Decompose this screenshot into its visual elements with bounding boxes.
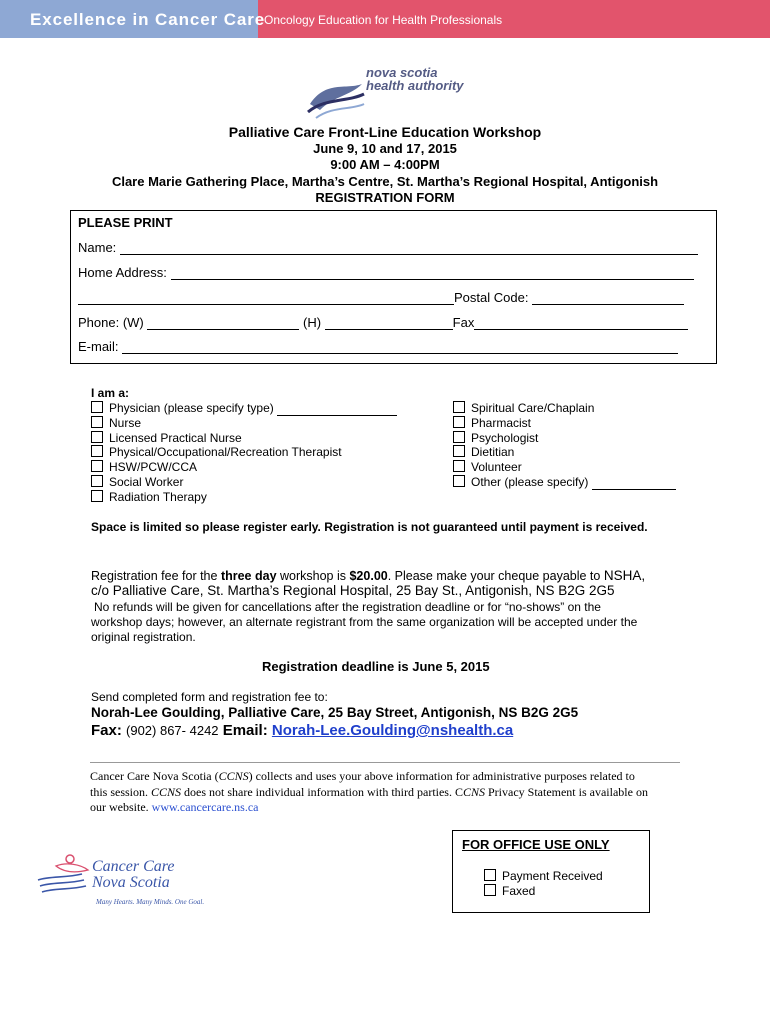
checkbox[interactable] (453, 401, 465, 413)
role-option-label: Pharmacist (471, 415, 532, 430)
ccns-tagline: Many Hearts. Many Minds. One Goal. (96, 898, 205, 906)
section-divider (90, 762, 680, 763)
send-intro: Send completed form and registration fee to: (91, 690, 328, 704)
ccns-logo (36, 852, 236, 912)
role-option-label: Psychologist (471, 430, 539, 445)
fee-amount: $20.00 (349, 569, 388, 583)
checkbox[interactable] (484, 884, 496, 896)
nsha-logo-text (366, 66, 464, 92)
fee-text-3: . Please make your cheque payable to (387, 569, 604, 583)
name-row (78, 240, 698, 255)
workshop-title: Palliative Care Front-Line Education Workshop (228, 124, 542, 140)
fax-field[interactable] (474, 317, 688, 330)
role-option-label: Volunteer (471, 460, 522, 475)
name-label: Name: (78, 240, 117, 255)
privacy-text: does not share individual information with third parties. C (181, 784, 463, 799)
refund-line-1: No refunds will be given for cancellations after the registration deadline or for “no-shows” on the (94, 600, 601, 614)
role-option-label: Licensed Practical Nurse (109, 430, 242, 445)
office-item-label: Faxed (502, 884, 536, 898)
postal-code-label: Postal Code: (454, 290, 529, 305)
phone-h-field[interactable] (325, 317, 453, 330)
send-email-link[interactable]: Norah-Lee.Goulding@nshealth.ca (271, 722, 514, 739)
logo-line-2: health authority (366, 78, 464, 93)
role-option[interactable] (453, 445, 676, 460)
send-recipient: Norah-Lee Goulding, Palliative Care, 25 Bay Street, Antigonish, NS B2G 2G5 (91, 705, 579, 720)
banner-subtitle: Oncology Education for Health Professionals (264, 13, 503, 27)
send-contact-line (91, 722, 513, 739)
workshop-location: Clare Marie Gathering Place, Martha’s Centre, St. Martha’s Regional Hospital, Antigonish (111, 173, 659, 189)
role-option[interactable] (453, 416, 676, 431)
checkbox[interactable] (453, 416, 465, 428)
privacy-text: Cancer Care Nova Scotia ( (90, 769, 219, 783)
office-item[interactable] (484, 869, 603, 883)
send-fax-number: (902) 867- 4242 (126, 723, 219, 738)
other-specify-field[interactable] (592, 478, 676, 490)
registration-box (70, 210, 717, 364)
privacy-ccns: CNS (462, 784, 485, 799)
ccns-name-line-1: Cancer Care (92, 858, 175, 875)
role-option[interactable] (91, 460, 397, 475)
website-link[interactable]: www.cancercare.ns.ca (151, 800, 259, 814)
email-row (78, 339, 678, 354)
role-option[interactable] (91, 431, 397, 446)
fee-text-2: workshop is (276, 569, 350, 583)
postal-code-field[interactable] (532, 292, 684, 305)
fee-duration: three day (220, 569, 277, 583)
space-limited-notice: Space is limited so please register early. Registration is not guaranteed until payment is received. (91, 520, 648, 534)
privacy-ccns: CCNS (151, 784, 182, 799)
checkbox[interactable] (91, 445, 103, 457)
role-right-list (453, 401, 676, 490)
checkbox[interactable] (453, 445, 465, 457)
fee-payee: NSHA, (603, 568, 646, 583)
role-option-label: Physical/Occupational/Recreation Therapist (109, 445, 342, 460)
phone-h-label: (H) (303, 315, 322, 330)
role-option-label: Physician (please specify type) (109, 401, 274, 415)
checkbox[interactable] (453, 431, 465, 443)
office-use-heading: FOR OFFICE USE ONLY (462, 837, 610, 852)
role-option-label: Spiritual Care/Chaplain (471, 401, 595, 415)
phone-row (78, 315, 688, 330)
role-left-list (91, 401, 397, 505)
role-option[interactable] (91, 490, 397, 505)
home-address-field[interactable] (171, 267, 694, 280)
send-fax-label: Fax: (91, 722, 122, 739)
role-option[interactable] (453, 460, 676, 475)
checkbox[interactable] (91, 475, 103, 487)
role-option[interactable] (453, 431, 676, 446)
role-option[interactable] (453, 401, 676, 416)
name-field[interactable] (120, 242, 698, 255)
title-block (0, 124, 770, 207)
role-option-label: Dietitian (471, 445, 515, 460)
privacy-line-3 (90, 800, 690, 816)
please-print: PLEASE PRINT (78, 215, 173, 230)
office-use-box (452, 830, 650, 913)
role-option-label: Other (please specify) (471, 474, 589, 489)
fee-line (91, 568, 645, 583)
workshop-dates: June 9, 10 and 17, 2015 (313, 140, 457, 156)
logo-line-1: nova scotia (366, 65, 438, 80)
physician-type-field[interactable] (277, 404, 397, 416)
role-option-label: Social Worker (109, 474, 184, 489)
refund-line-3: original registration. (91, 630, 196, 644)
home-address-label: Home Address: (78, 265, 167, 280)
checkbox[interactable] (453, 475, 465, 487)
workshop-time: 9:00 AM – 4:00PM (330, 157, 440, 172)
header-banner (0, 0, 770, 38)
privacy-line-1 (90, 769, 690, 785)
checkbox[interactable] (91, 401, 103, 413)
email-field[interactable] (122, 341, 678, 354)
role-option[interactable] (91, 475, 397, 490)
fee-text-1: Registration fee for the (91, 569, 221, 583)
privacy-statement (90, 769, 690, 816)
send-email-label: Email: (222, 722, 268, 739)
checkbox[interactable] (453, 460, 465, 472)
payee-address: c/o Palliative Care, St. Martha’s Regional Hospital, 25 Bay St., Antigonish, NS B2G 2G5 (91, 583, 615, 598)
registration-deadline: Registration deadline is June 5, 2015 (262, 659, 490, 674)
checkbox[interactable] (91, 416, 103, 428)
role-option[interactable] (91, 445, 397, 460)
role-option[interactable] (453, 475, 676, 490)
privacy-text: this session. (90, 784, 152, 799)
ccns-name (92, 859, 175, 891)
role-heading: I am a: (91, 386, 130, 400)
address-line-2-field[interactable] (78, 292, 454, 305)
office-item-label: Payment Received (502, 869, 603, 883)
role-option-label: HSW/PCW/CCA (109, 460, 197, 475)
fax-label: Fax (452, 315, 475, 330)
privacy-line-2 (90, 785, 690, 801)
form-name: REGISTRATION FORM (315, 190, 455, 205)
checkbox[interactable] (91, 431, 103, 443)
role-option[interactable] (91, 416, 397, 431)
phone-w-label: Phone: (W) (78, 315, 144, 330)
postal-code-row (78, 290, 684, 305)
phone-w-field[interactable] (147, 317, 299, 330)
ccns-emblem-icon (36, 852, 94, 902)
role-option-label: Radiation Therapy (109, 489, 207, 504)
ccns-name-line-2: Nova Scotia (92, 874, 170, 891)
role-option-label: Nurse (109, 415, 142, 430)
office-item[interactable] (484, 884, 535, 898)
refund-line-2: workshop days; however, an alternate registrant from the same organization will be accepted under the (91, 615, 638, 629)
privacy-text: Privacy Statement is available on (485, 784, 648, 799)
privacy-text: ) collects and uses your above information for administrative purposes related to (248, 769, 635, 783)
email-label: E-mail: (78, 339, 119, 354)
checkbox[interactable] (91, 460, 103, 472)
privacy-ccns: CCNS (218, 769, 249, 783)
role-option[interactable] (91, 401, 397, 416)
privacy-text: our website. (90, 800, 152, 814)
home-address-row (78, 265, 694, 280)
checkbox[interactable] (484, 869, 496, 881)
checkbox[interactable] (91, 490, 103, 502)
banner-brand: Excellence in Cancer Care (30, 10, 266, 29)
